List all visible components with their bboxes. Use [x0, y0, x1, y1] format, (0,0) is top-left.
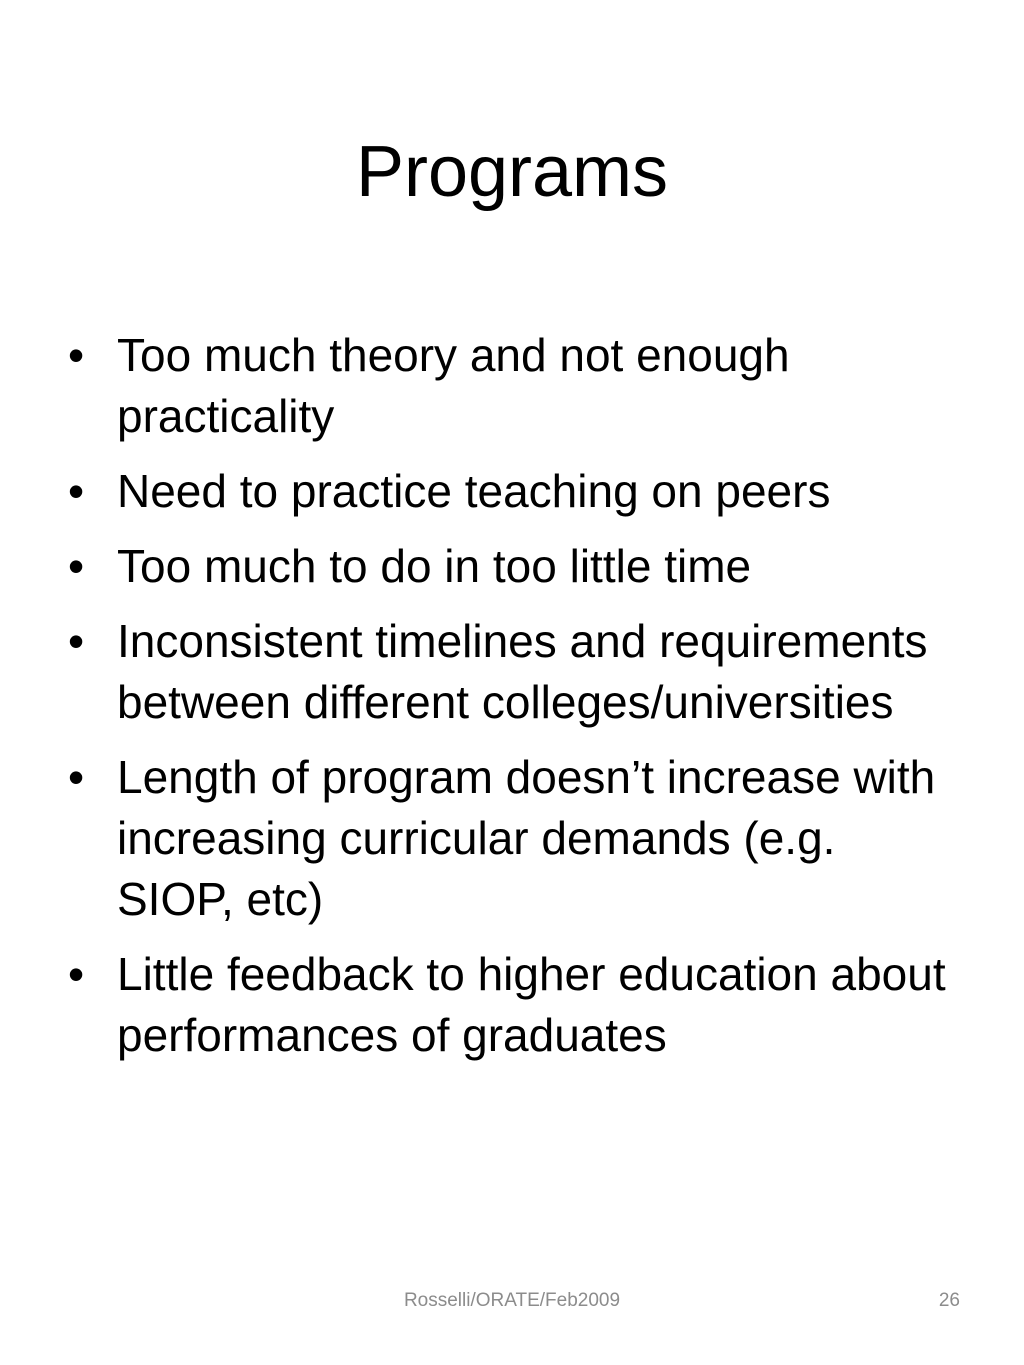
bullet-text: Inconsistent timelines and requirements between different colleges/universities: [117, 615, 928, 728]
page-number: 26: [938, 1290, 960, 1311]
bullet-item: [60, 536, 960, 597]
bullet-item: [60, 325, 960, 447]
bullet-item: [60, 944, 960, 1066]
bullet-dot-icon: •: [68, 465, 85, 517]
bullet-dot-icon: •: [68, 329, 85, 381]
bullet-item: [60, 611, 960, 733]
bullet-dot-icon: •: [68, 540, 85, 592]
bullet-dot-icon: •: [68, 615, 85, 667]
bullet-item: [60, 461, 960, 522]
bullet-dot-icon: •: [68, 948, 85, 1000]
bullet-list: [60, 325, 960, 1080]
bullet-text: Too much theory and not enough practicality: [117, 329, 790, 442]
bullet-text: Too much to do in too little time: [117, 540, 752, 592]
bullet-text: Little feedback to higher education about performances of graduates: [117, 948, 946, 1061]
bullet-item: [60, 747, 960, 930]
slide-title: Programs: [355, 132, 669, 212]
bullet-text: Length of program doesn’t increase with increasing curricular demands (e.g. SIOP, etc): [117, 751, 936, 925]
bullet-dot-icon: •: [68, 751, 85, 803]
footer-text: Rosselli/ORATE/Feb2009: [403, 1290, 621, 1311]
bullet-text: Need to practice teaching on peers: [117, 465, 831, 517]
